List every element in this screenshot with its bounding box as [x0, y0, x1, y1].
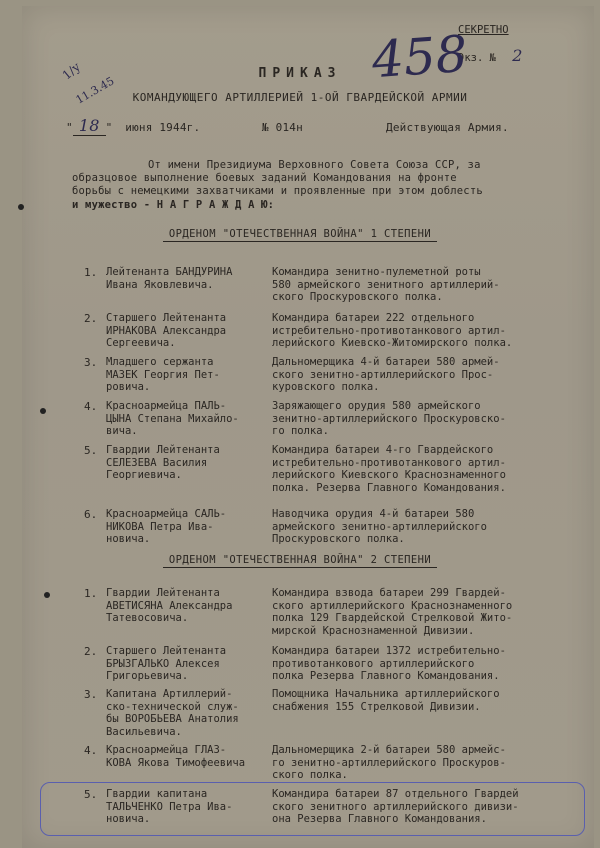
punch-hole-mark: [18, 204, 24, 210]
copy-number: 2: [512, 46, 523, 65]
document-subtitle: КОМАНДУЮЩЕГО АРТИЛЛЕРИЕЙ 1-ОЙ ГВАРДЕЙСКОЙ АРМИИ: [132, 91, 468, 104]
place-line: Действующая Армия.: [386, 121, 509, 134]
margin-note-2: 11.3.45: [73, 74, 117, 107]
punch-hole-mark: [44, 592, 50, 598]
section-2-heading: ОРДЕНОМ "ОТЕЧЕСТВЕННАЯ ВОЙНА" 2 СТЕПЕНИ: [0, 554, 600, 566]
order-number: № 014н: [262, 121, 303, 134]
intro-line-1: От имени Президиума Верховного Совета Союза ССР, за: [148, 159, 481, 171]
date-month-year: июня 1944г.: [125, 121, 201, 134]
intro-line-2: образцовое выполнение боевых заданий Командования на фронте: [72, 172, 457, 184]
section-1-heading: ОРДЕНОМ "ОТЕЧЕСТВЕННАЯ ВОЙНА" 1 СТЕПЕНИ: [0, 228, 600, 240]
intro-line-4: и мужество - Н А Г Р А Ж Д А Ю:: [72, 199, 275, 211]
secret-label: СЕКРЕТНО: [458, 24, 509, 36]
copy-label: Экз. №: [458, 52, 496, 64]
date-line: " 18 " июня 1944г.: [66, 116, 201, 135]
intro-line-3: борьбы с немецкими захватчиками и проявленные при этом доблесть: [72, 185, 483, 197]
document-title: ПРИКАЗ: [258, 66, 342, 81]
handwritten-order-number: 458: [370, 24, 470, 90]
margin-note-1: 1/у: [59, 59, 84, 83]
punch-hole-mark: [40, 408, 46, 414]
date-day: 18: [73, 116, 106, 136]
